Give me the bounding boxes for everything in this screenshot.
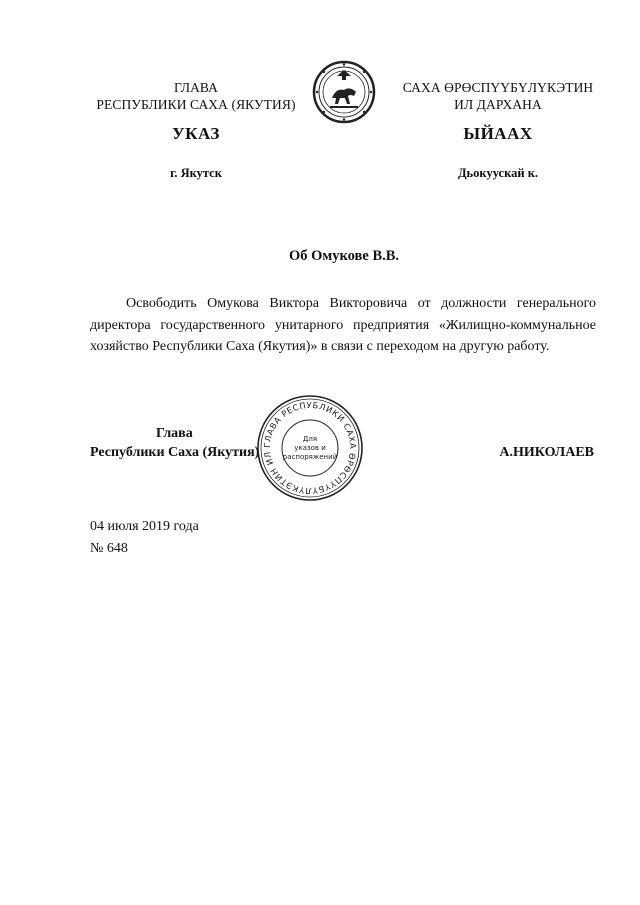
decree-title: Об Омукове В.В. (288, 248, 400, 264)
decree-date: 04 июля 2019 года (90, 519, 199, 534)
header-left-line2: РЕСПУБЛИКИ САХА (ЯКУТИЯ) (96, 97, 296, 112)
decree-body: Освободить Омукова Виктора Викторовича от должности генерального директора государственного унитарного предприятия «Жилищно-коммунальное хозяйство Республики Саха (Якутия)» в связи с переходом на другую работу. (90, 296, 596, 354)
stamp-center-line1: Для (302, 435, 318, 443)
signature-name: А.НИКОЛАЕВ (499, 445, 594, 460)
city-left: г. Якутск (170, 166, 222, 180)
signature-role-line1: Глава (156, 426, 193, 441)
doctype-left: УКАЗ (172, 124, 220, 143)
header-left-block (86, 79, 306, 113)
stamp-ring-text: ГЛАВА РЕСПУБЛИКИ САХА ӨРӨСПҮҮБҮЛҮКЭТИН ИЛ (261, 399, 359, 497)
header-left-line1: ГЛАВА (173, 80, 219, 95)
doctype-right: ЫЙААХ (463, 124, 533, 143)
decree-number: № 648 (90, 541, 128, 556)
stamp-center-line2: указов и (294, 444, 326, 452)
header-right-line2: ИЛ ДАРХАНА (454, 97, 542, 112)
coat-of-arms-emblem (312, 60, 376, 124)
signature-role (90, 424, 280, 462)
city-right: Дьокуускай к. (457, 166, 539, 180)
stamp-center-line3: распоряжений (282, 453, 338, 461)
header-right-line1: САХА ӨРӨСПҮҮБҮЛҮКЭТИН (402, 80, 594, 95)
official-stamp (255, 393, 365, 503)
signature-role-line2: Республики Саха (Якутия) (90, 445, 260, 460)
header-right-block (392, 79, 604, 113)
